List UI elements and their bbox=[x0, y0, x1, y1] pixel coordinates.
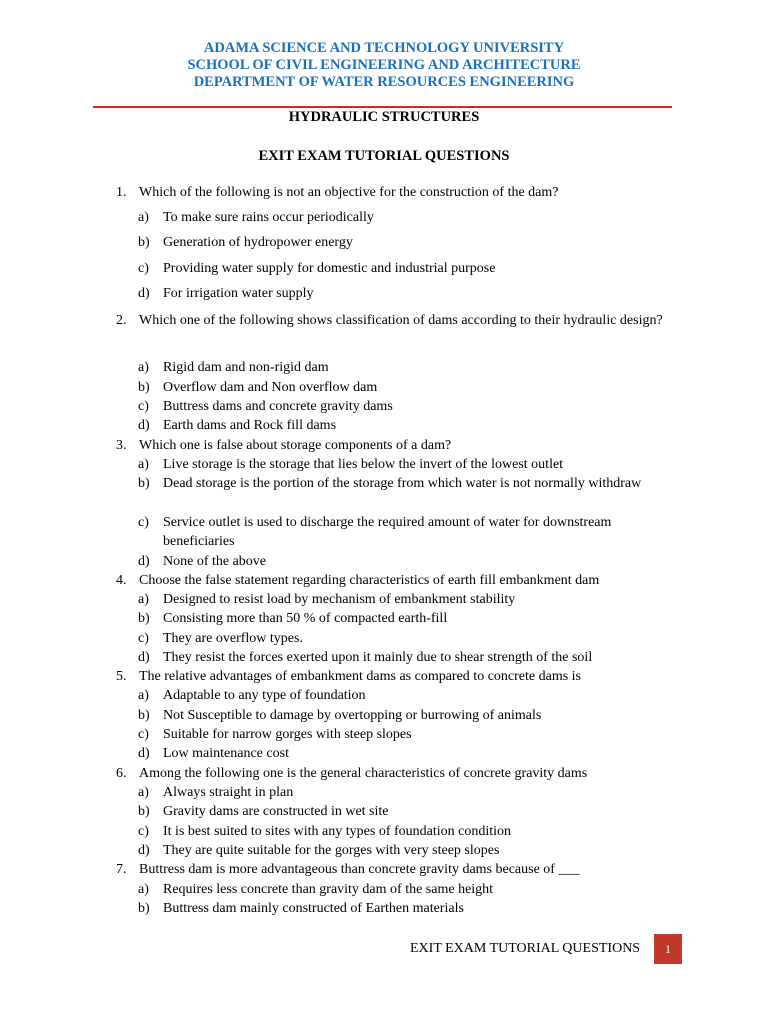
option-text: Providing water supply for domestic and industrial purpose bbox=[163, 261, 496, 276]
question-text: Buttress dam is more advantageous than concrete gravity dams because of ___ bbox=[139, 862, 580, 877]
option-letter: b) bbox=[138, 235, 150, 250]
page-number-badge bbox=[654, 934, 682, 964]
option-text: Dead storage is the portion of the storage from which water is not normally withdraw bbox=[163, 476, 642, 491]
option-text: Live storage is the storage that lies below the invert of the lowest outlet bbox=[163, 457, 564, 472]
option-text: Buttress dam mainly constructed of Earthen materials bbox=[163, 901, 464, 916]
department-name: DEPARTMENT OF WATER RESOURCES ENGINEERING bbox=[193, 74, 575, 90]
question-number: 1. bbox=[116, 185, 127, 200]
option-text: They are quite suitable for the gorges with very steep slopes bbox=[163, 843, 500, 858]
question-text: The relative advantages of embankment dams as compared to concrete dams is bbox=[139, 669, 581, 684]
page-number: 1 bbox=[665, 941, 671, 956]
question-text: Which one is false about storage components of a dam? bbox=[139, 438, 452, 453]
option-text: Low maintenance cost bbox=[163, 746, 289, 761]
question-number: 5. bbox=[116, 669, 127, 684]
option-text: It is best suited to sites with any types of foundation condition bbox=[163, 824, 512, 839]
option-text: Generation of hydropower energy bbox=[163, 235, 353, 250]
option-text: None of the above bbox=[163, 554, 267, 569]
option-letter: b) bbox=[138, 611, 150, 626]
footer-title: EXIT EXAM TUTORIAL QUESTIONS bbox=[410, 941, 641, 956]
option-letter: d) bbox=[138, 650, 150, 665]
option-letter: a) bbox=[138, 688, 149, 703]
option-letter: b) bbox=[138, 804, 150, 819]
option-text: Always straight in plan bbox=[163, 785, 294, 800]
question-number: 7. bbox=[116, 862, 127, 877]
option-letter: a) bbox=[138, 457, 149, 472]
option-letter: c) bbox=[138, 727, 149, 742]
question-text: Which one of the following shows classification of dams according to their hydraulic design? bbox=[139, 313, 663, 328]
option-text: For irrigation water supply bbox=[163, 286, 314, 301]
option-letter: b) bbox=[138, 708, 150, 723]
option-letter: c) bbox=[138, 261, 149, 276]
option-text: To make sure rains occur periodically bbox=[163, 210, 374, 225]
option-letter: b) bbox=[138, 901, 150, 916]
option-text: Earth dams and Rock fill dams bbox=[163, 418, 337, 433]
option-text: Adaptable to any type of foundation bbox=[163, 688, 366, 703]
document-header bbox=[0, 40, 768, 91]
option-letter: d) bbox=[138, 554, 150, 569]
option-letter: c) bbox=[138, 515, 149, 530]
option-letter: d) bbox=[138, 418, 150, 433]
option-text: Consisting more than 50 % of compacted earth-fill bbox=[163, 611, 448, 626]
option-letter: a) bbox=[138, 210, 149, 225]
subject-heading: HYDRAULIC STRUCTURES bbox=[288, 109, 480, 125]
option-letter: c) bbox=[138, 824, 149, 839]
option-text: Service outlet is used to discharge the required amount of water for downstream beneficiaries bbox=[163, 515, 612, 549]
university-name: ADAMA SCIENCE AND TECHNOLOGY UNIVERSITY bbox=[203, 40, 565, 56]
option-text: Gravity dams are constructed in wet site bbox=[163, 804, 389, 819]
option-text: They are overflow types. bbox=[163, 631, 303, 646]
option-letter: c) bbox=[138, 631, 149, 646]
option-letter: c) bbox=[138, 399, 149, 414]
question-text: Choose the false statement regarding characteristics of earth fill embankment dam bbox=[139, 573, 600, 588]
question-number: 2. bbox=[116, 313, 127, 328]
option-text: Rigid dam and non-rigid dam bbox=[163, 360, 329, 375]
school-name: SCHOOL OF CIVIL ENGINEERING AND ARCHITECTURE bbox=[187, 57, 581, 73]
option-letter: b) bbox=[138, 380, 150, 395]
option-letter: d) bbox=[138, 843, 150, 858]
document-title: EXIT EXAM TUTORIAL QUESTIONS bbox=[258, 148, 510, 164]
option-letter: a) bbox=[138, 882, 149, 897]
option-text: Not Susceptible to damage by overtopping or burrowing of animals bbox=[163, 708, 542, 723]
option-text: Buttress dams and concrete gravity dams bbox=[163, 399, 393, 414]
question-text: Which of the following is not an objective for the construction of the dam? bbox=[139, 185, 559, 200]
question-number: 4. bbox=[116, 573, 127, 588]
option-letter: a) bbox=[138, 360, 149, 375]
option-text: They resist the forces exerted upon it mainly due to shear strength of the soil bbox=[163, 650, 593, 665]
question-number: 6. bbox=[116, 766, 127, 781]
option-letter: b) bbox=[138, 476, 150, 491]
question-number: 3. bbox=[116, 438, 127, 453]
question-text: Among the following one is the general characteristics of concrete gravity dams bbox=[139, 766, 588, 781]
option-text: Designed to resist load by mechanism of embankment stability bbox=[163, 592, 516, 607]
option-letter: d) bbox=[138, 286, 150, 301]
option-letter: a) bbox=[138, 592, 149, 607]
option-letter: d) bbox=[138, 746, 150, 761]
option-letter: a) bbox=[138, 785, 149, 800]
option-text: Suitable for narrow gorges with steep slopes bbox=[163, 727, 412, 742]
option-text: Requires less concrete than gravity dam of the same height bbox=[163, 882, 494, 897]
option-text: Overflow dam and Non overflow dam bbox=[163, 380, 378, 395]
